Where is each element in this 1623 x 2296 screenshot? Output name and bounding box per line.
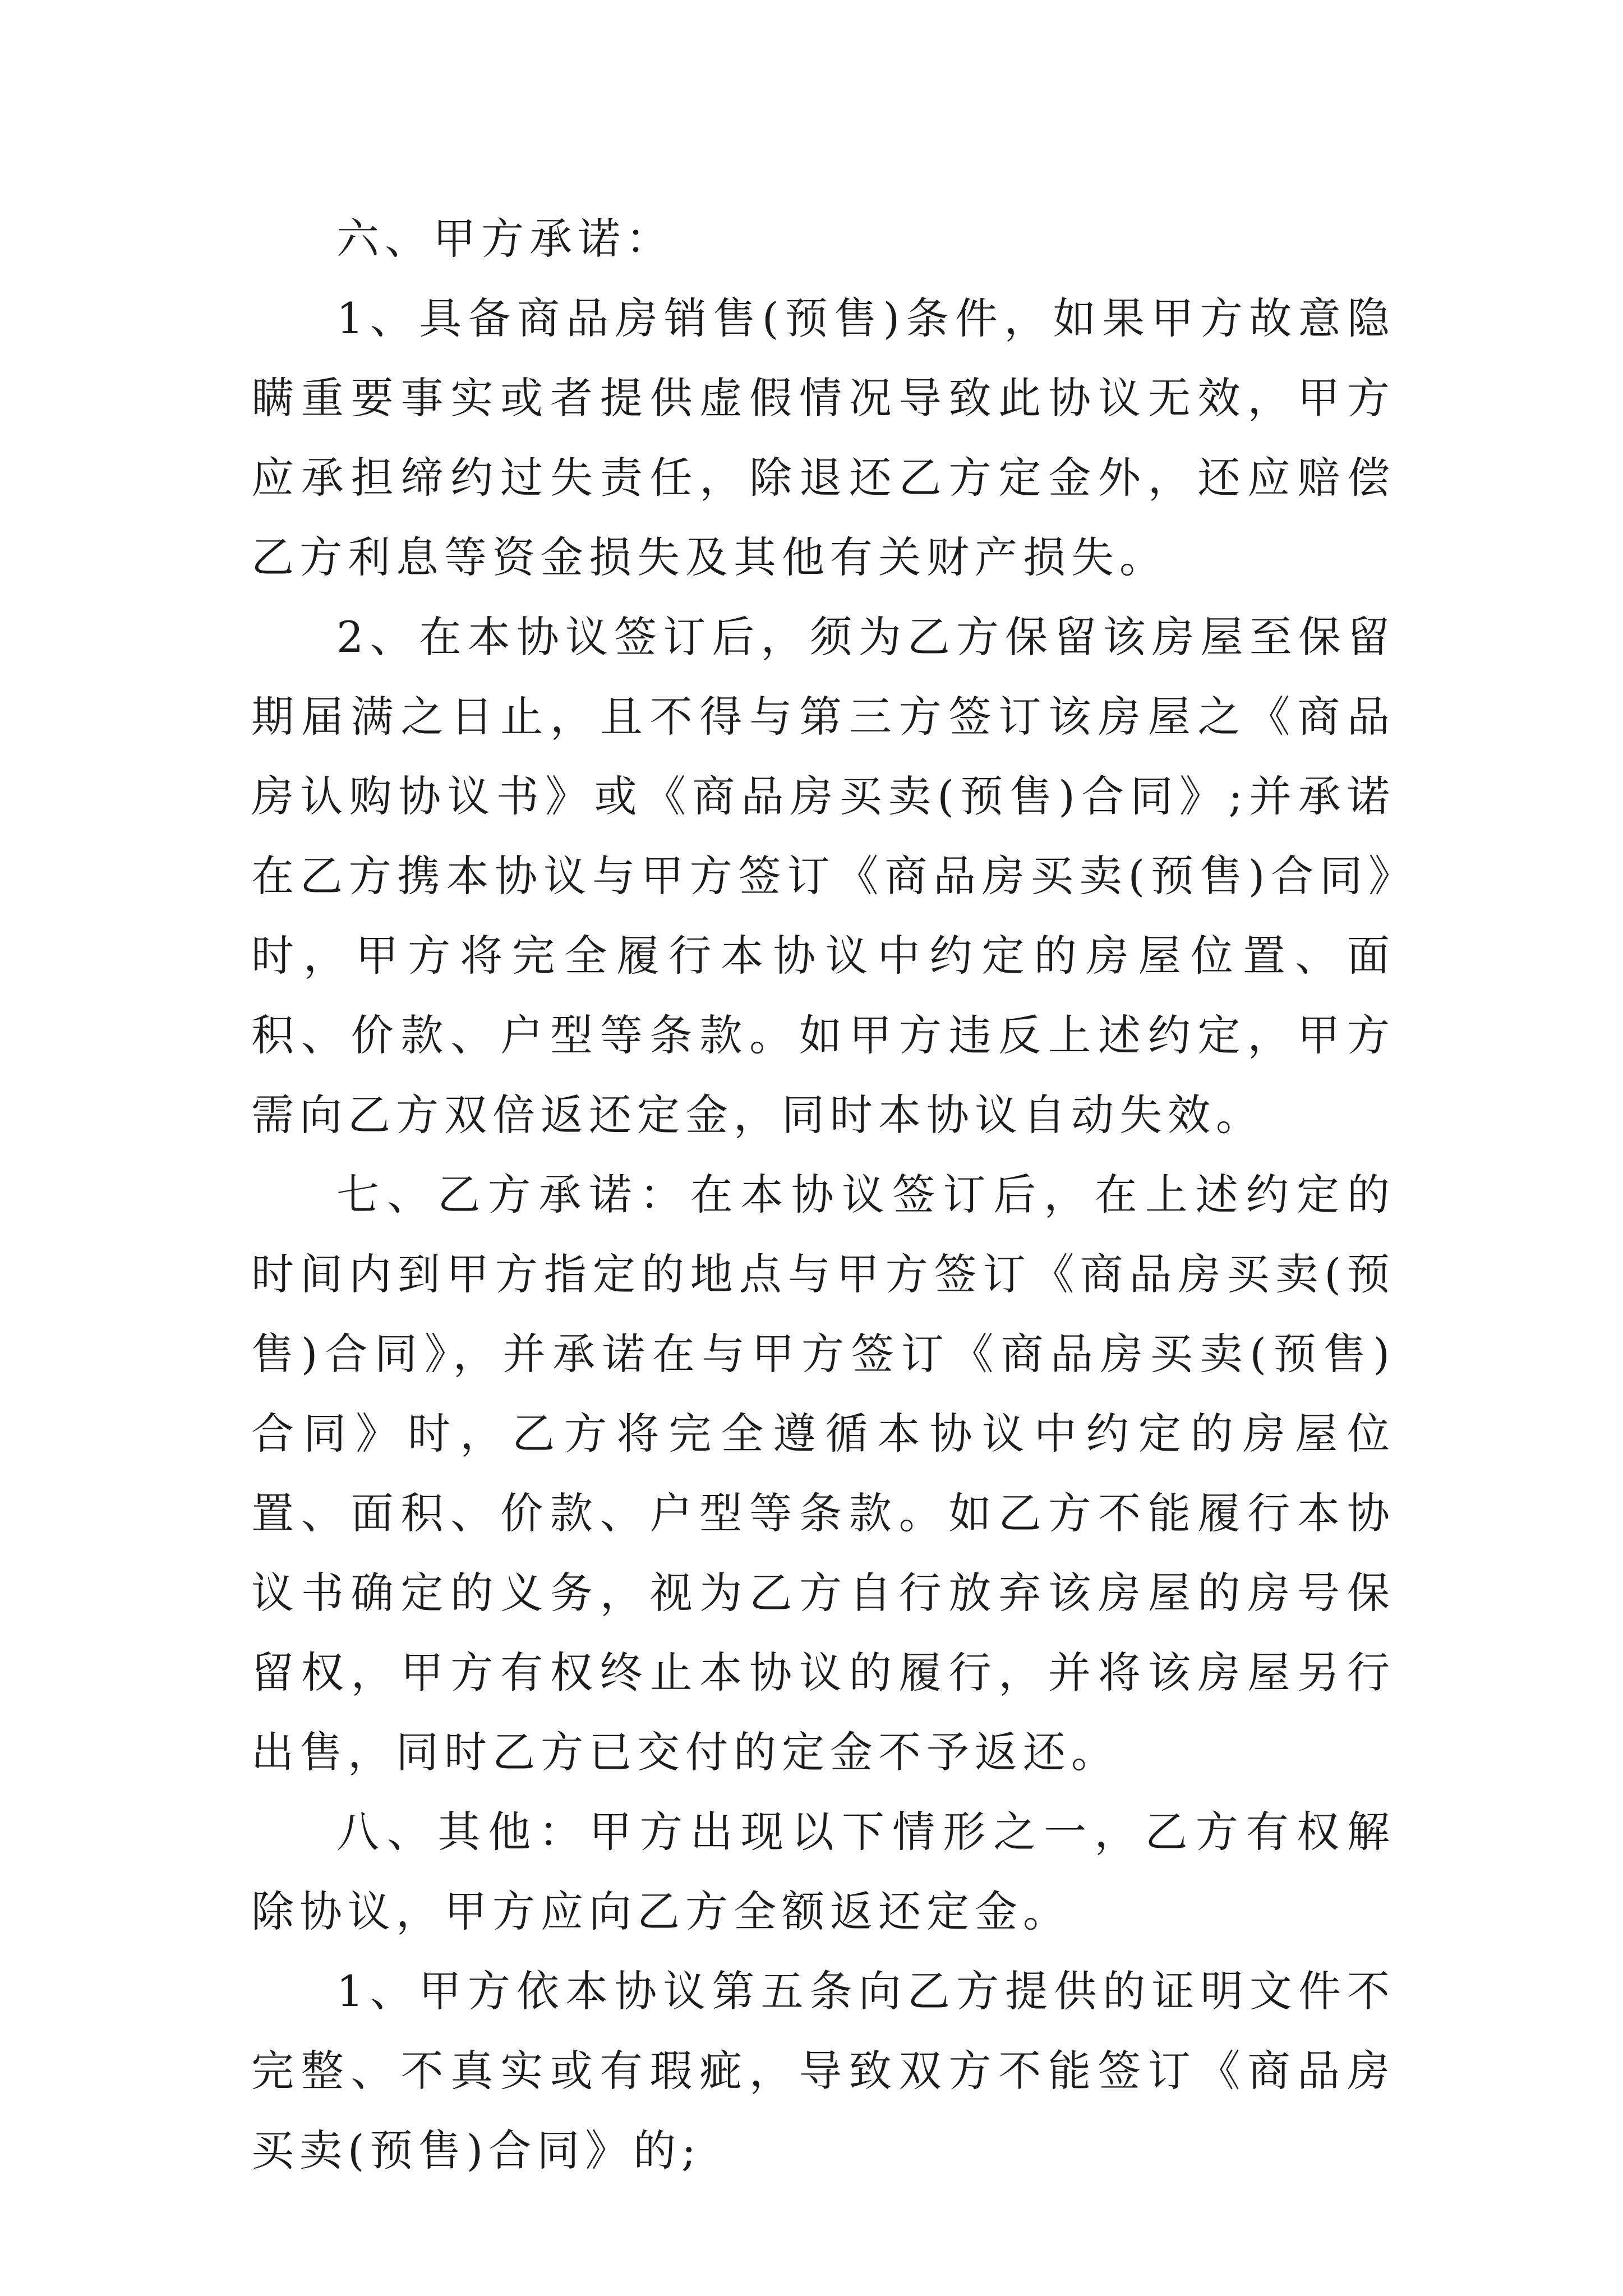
clause-seven: 七、乙方承诺：在本协议签订后，在上述约定的时间内到甲方指定的地点与甲方签订《商品房买卖(预售)合同》，并承诺在与甲方签订《商品房买卖(预售)合同》时，乙方将完全遵循本协议中约定的房屋位置、面积、价款、户型等条款。如乙方不能履行本协议书确定的义务，视为乙方自行放弃该房屋的房号保留权，甲方有权终止本协议的履行，并将该房屋另行出售，同时乙方已交付的定金不予返还。 (251, 1170, 1395, 1777)
clause-eight: 八、其他：甲方出现以下情形之一，乙方有权解除协议，甲方应向乙方全额返还定金。 (251, 1807, 1395, 1936)
section-heading-six: 六、甲方承诺： (336, 214, 674, 264)
clause-six-item-1: 1、具备商品房销售(预售)条件，如果甲方故意隐瞒重要事实或者提供虚假情况导致此协议无效，甲方应承担缔约过失责任，除退还乙方定金外，还应赔偿乙方利息等资金损失及其他有关财产损失。 (251, 293, 1395, 582)
clause-eight-item-1: 1、甲方依本协议第五条向乙方提供的证明文件不完整、不真实或有瑕疵，导致双方不能签订《商品房买卖(预售)合同》的; (251, 1966, 1395, 2175)
document-body (251, 199, 1395, 2191)
clause-six-item-2: 2、在本协议签订后，须为乙方保留该房屋至保留期届满之日止，且不得与第三方签订该房屋之《商品房认购协议书》或《商品房买卖(预售)合同》;并承诺在乙方携本协议与甲方签订《商品房买卖(预售)合同》时，甲方将完全履行本协议中约定的房屋位置、面积、价款、户型等条款。如甲方违反上述约定，甲方需向乙方双倍返还定金，同时本协议自动失效。 (251, 612, 1395, 1140)
